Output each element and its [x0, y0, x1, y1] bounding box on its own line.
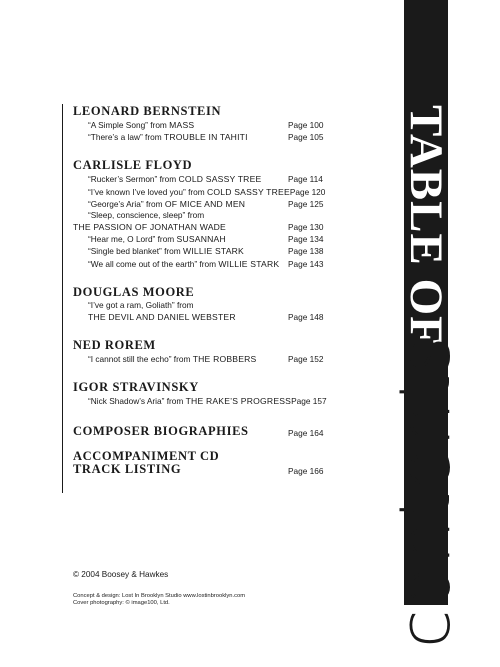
- contents-heading: contents: [384, 335, 466, 648]
- composer-heading: NED ROREM: [73, 338, 156, 353]
- banner-title: TABLE OF: [400, 105, 452, 346]
- credits: [73, 570, 303, 608]
- page-number: Page 143: [288, 258, 324, 269]
- section-title: ACCOMPANIMENT CD TRACK LISTING: [73, 449, 220, 477]
- table-of-contents: [73, 103, 328, 478]
- vertical-rule: [62, 104, 63, 493]
- toc-section[interactable]: [73, 450, 328, 478]
- composer-heading: IGOR STRAVINSKY: [73, 380, 199, 395]
- page-number: Page 114: [288, 174, 323, 185]
- toc-entry[interactable]: “Nick Shadow’s Aria” from THE RAKE’S PROGRESS Page 157: [88, 396, 327, 407]
- page-number: Page 130: [288, 222, 324, 233]
- toc-entry[interactable]: THE PASSION OF JONATHAN WADE Page 130: [73, 221, 328, 233]
- photo-credit: Cover photography: © image100, Ltd.: [73, 600, 170, 607]
- page-number: Page 100: [288, 120, 324, 130]
- page-number: Page 120: [289, 186, 326, 197]
- toc-entry[interactable]: “Hear me, O Lord” from SUSANNAH Page 134: [73, 233, 328, 245]
- toc-entry[interactable]: “I’ve known I’ve loved you” from COLD SASSY TREE Page 120: [73, 186, 328, 198]
- toc-entry[interactable]: “George’s Aria” from OF MICE AND MEN Page 125: [73, 198, 328, 210]
- page-number: Page 164: [288, 428, 324, 439]
- page-number: Page 166: [288, 466, 324, 477]
- composer-heading: DOUGLAS MOORE: [73, 284, 195, 299]
- page-number: Page 105: [288, 132, 324, 143]
- copyright: © 2004 Boosey & Hawkes: [73, 570, 169, 579]
- toc-entry-prefix: “I’ve got a ram, Goliath” from: [88, 299, 194, 310]
- page-number: Page 125: [288, 198, 324, 209]
- composer-heading: LEONARD BERNSTEIN: [73, 104, 222, 118]
- page-number: Page 134: [288, 234, 324, 245]
- page-number: Page 148: [288, 311, 324, 322]
- page-number: Page 138: [288, 246, 324, 257]
- page-number: Page 157: [291, 396, 327, 407]
- toc-entry[interactable]: THE DEVIL AND DANIEL WEBSTER Page 148: [73, 311, 328, 323]
- toc-section[interactable]: [73, 425, 328, 440]
- design-credit: Concept & design: Lost In Brooklyn Studio www.lostinbrooklyn.com: [73, 593, 246, 599]
- toc-entry[interactable]: “There’s a law” from TROUBLE IN TAHITI Page 105: [73, 131, 328, 143]
- toc-entry-prefix: “Sleep, conscience, sleep” from: [88, 210, 205, 221]
- toc-entry[interactable]: “I cannot still the echo” from THE ROBBERS Page 152: [73, 353, 328, 365]
- toc-entry[interactable]: “Single bed blanket” from WILLIE STARK Page 138: [73, 245, 328, 257]
- toc-entry[interactable]: “We all come out of the earth” from WILLIE STARK Page 143: [73, 258, 328, 270]
- page-number: Page 152: [288, 354, 324, 365]
- section-title: COMPOSER BIOGRAPHIES: [73, 424, 249, 439]
- composer-heading: CARLISLE FLOYD: [73, 158, 193, 173]
- toc-entry[interactable]: “A Simple Song” from MASS Page 100: [73, 119, 328, 131]
- toc-entry[interactable]: “Rucker’s Sermon” from COLD SASSY TREE Page 114: [73, 173, 328, 185]
